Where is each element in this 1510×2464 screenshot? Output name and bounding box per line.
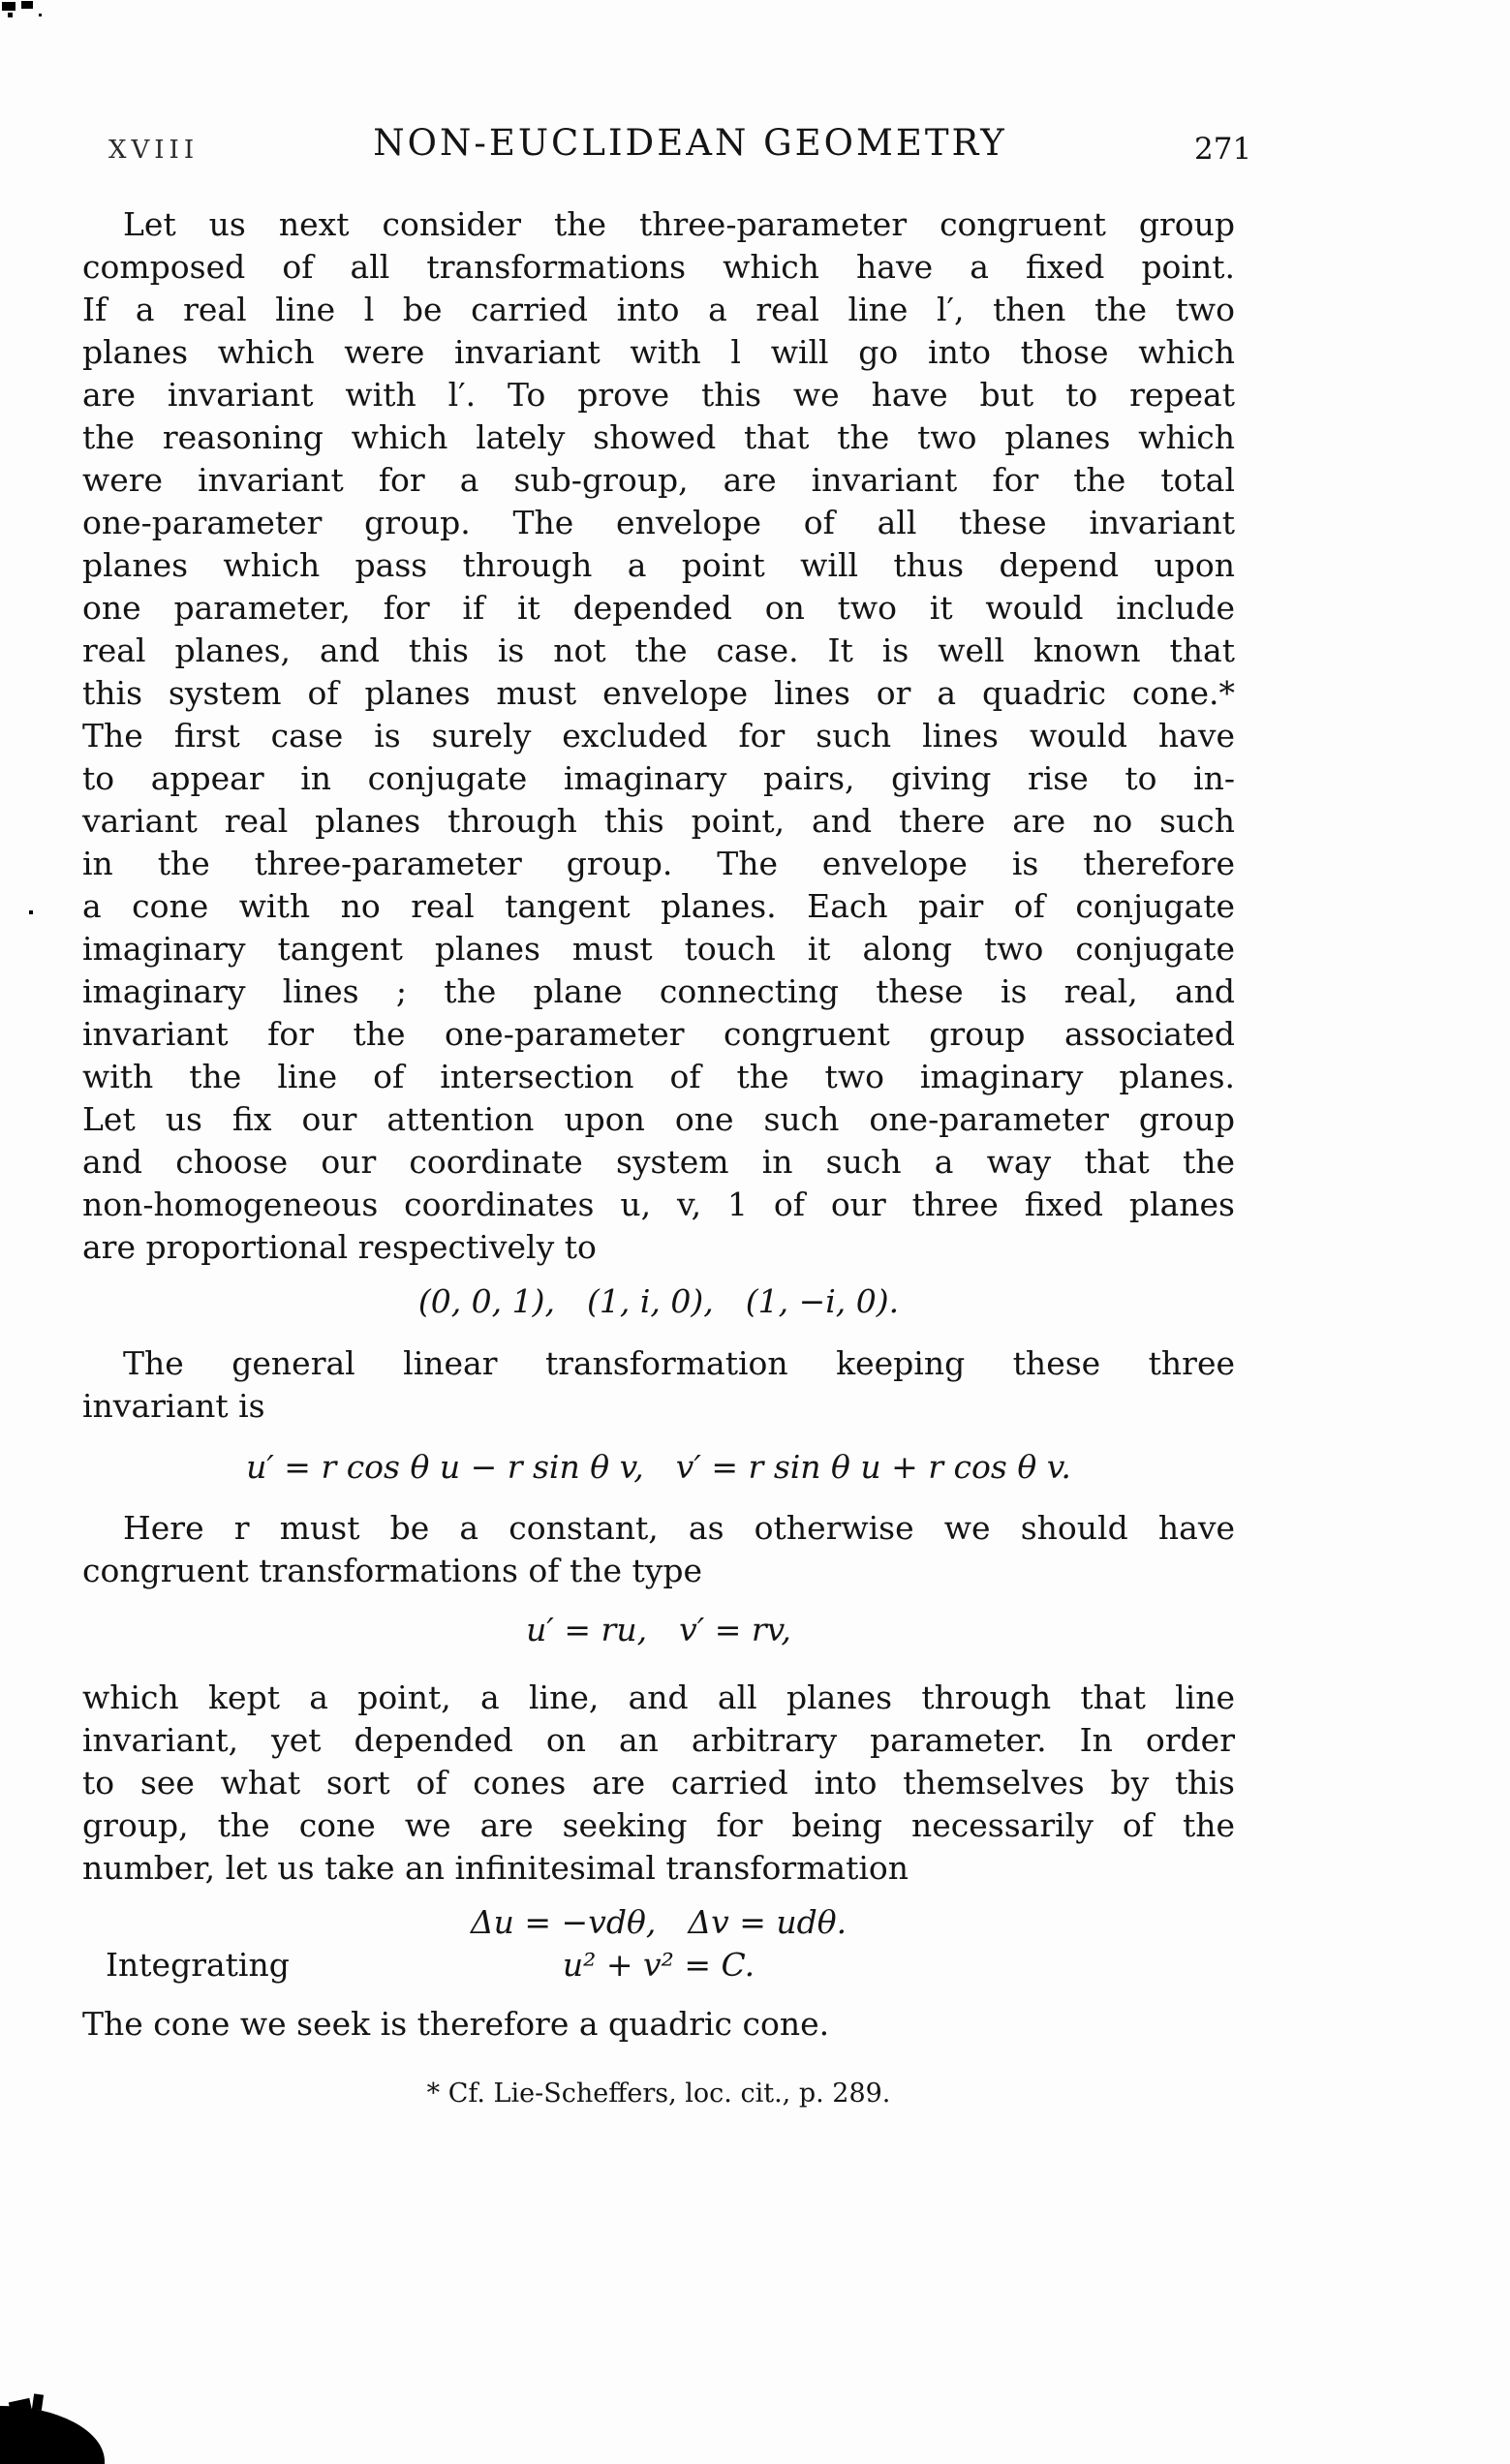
text-line: planes which were invariant with l will go into those which [82,333,1235,371]
ink-speck-left-margin [29,910,33,914]
text-line: congruent transformations of the type [82,1552,703,1589]
text-line: and choose our coordinate system in such a way that the [82,1143,1235,1181]
display-formula-fixed-planes: (0, 0, 1), (1, i, 0), (1, −i, 0). [417,1282,900,1320]
text-line: to appear in conjugate imaginary pairs, giving rise to in- [82,759,1235,797]
ink-speck-top-left [39,14,42,16]
text-line: the reasoning which lately showed that the two planes which [82,418,1235,456]
text-line: Here r must be a constant, as otherwise we should have [123,1509,1235,1547]
conclusion-sentence: The cone we seek is therefore a quadric cone. [82,2005,830,2043]
text-line: Let us next consider the three-parameter congruent group [123,205,1235,243]
text-line: planes which pass through a point will thus depend upon [82,546,1235,584]
text-line: one parameter, for if it depended on two it would include [82,589,1235,627]
text-line: were invariant for a sub-group, are invariant for the total [82,461,1235,499]
ink-speck-top-left [8,13,13,17]
integrating-row [82,1944,1235,1987]
integrating-label: Integrating [106,1946,290,1984]
text-line: to see what sort of cones are carried into themselves by this [82,1764,1235,1802]
text-line: one-parameter group. The envelope of all these invariant [82,504,1235,541]
text-line: If a real line l be carried into a real line l′, then the two [82,291,1235,328]
display-formula-infinitesimal: Δu = −vdθ, Δv = udθ. [470,1903,847,1941]
running-title: NON-EUCLIDEAN GEOMETRY [373,122,1007,164]
chapter-number: XVIII [108,136,200,165]
text-line: variant real planes through this point, and there are no such [82,802,1235,840]
text-line: non-homogeneous coordinates u, v, 1 of our three fixed planes [82,1186,1235,1223]
text-line: number, let us take an infinitesimal transformation [82,1849,909,1887]
text-line: The general linear transformation keeping these three [123,1344,1235,1382]
text-line: this system of planes must envelope lines or a quadric cone.* [82,674,1235,712]
text-line: The first case is surely excluded for such lines would have [82,717,1235,755]
text-line: are invariant with l′. To prove this we have but to repeat [82,376,1235,414]
text-line: in the three-parameter group. The envelope is therefore [82,845,1235,882]
ink-speck-top-left [2,2,15,11]
text-line: are proportional respectively to [82,1228,597,1266]
ink-blot-bottom-left [32,2393,44,2410]
display-formula-integrated: u² + v² = C. [562,1946,755,1984]
page-number: 271 [1194,132,1252,167]
text-line: real planes, and this is not the case. It is well known that [82,631,1235,669]
text-line: invariant for the one-parameter congruent group associated [82,1015,1235,1053]
text-line: imaginary tangent planes must touch it along two conjugate [82,930,1235,968]
footnote: * Cf. Lie-Scheffers, loc. cit., p. 289. [426,2079,891,2109]
text-line: group, the cone we are seeking for being necessarily of the [82,1806,1235,1844]
text-line: imaginary lines ; the plane connecting these is real, and [82,972,1235,1010]
display-formula-similarity: u′ = ru, v′ = rv, [526,1611,791,1648]
text-line: Let us fix our attention upon one such one-parameter group [82,1100,1235,1138]
text-line: which kept a point, a line, and all planes through that line [82,1679,1235,1716]
display-formula-rotation: u′ = r cos θ u − r sin θ v, v′ = r sin θ u + r cos θ v. [246,1448,1071,1486]
text-line: with the line of intersection of the two imaginary planes. [82,1058,1235,1095]
text-line: composed of all transformations which have a fixed point. [82,248,1235,286]
text-line: invariant, yet depended on an arbitrary parameter. In order [82,1721,1235,1759]
ink-speck-top-left [21,1,33,9]
text-column [82,203,1235,2111]
text-line: invariant is [82,1387,265,1425]
text-line: a cone with no real tangent planes. Each pair of conjugate [82,887,1235,925]
